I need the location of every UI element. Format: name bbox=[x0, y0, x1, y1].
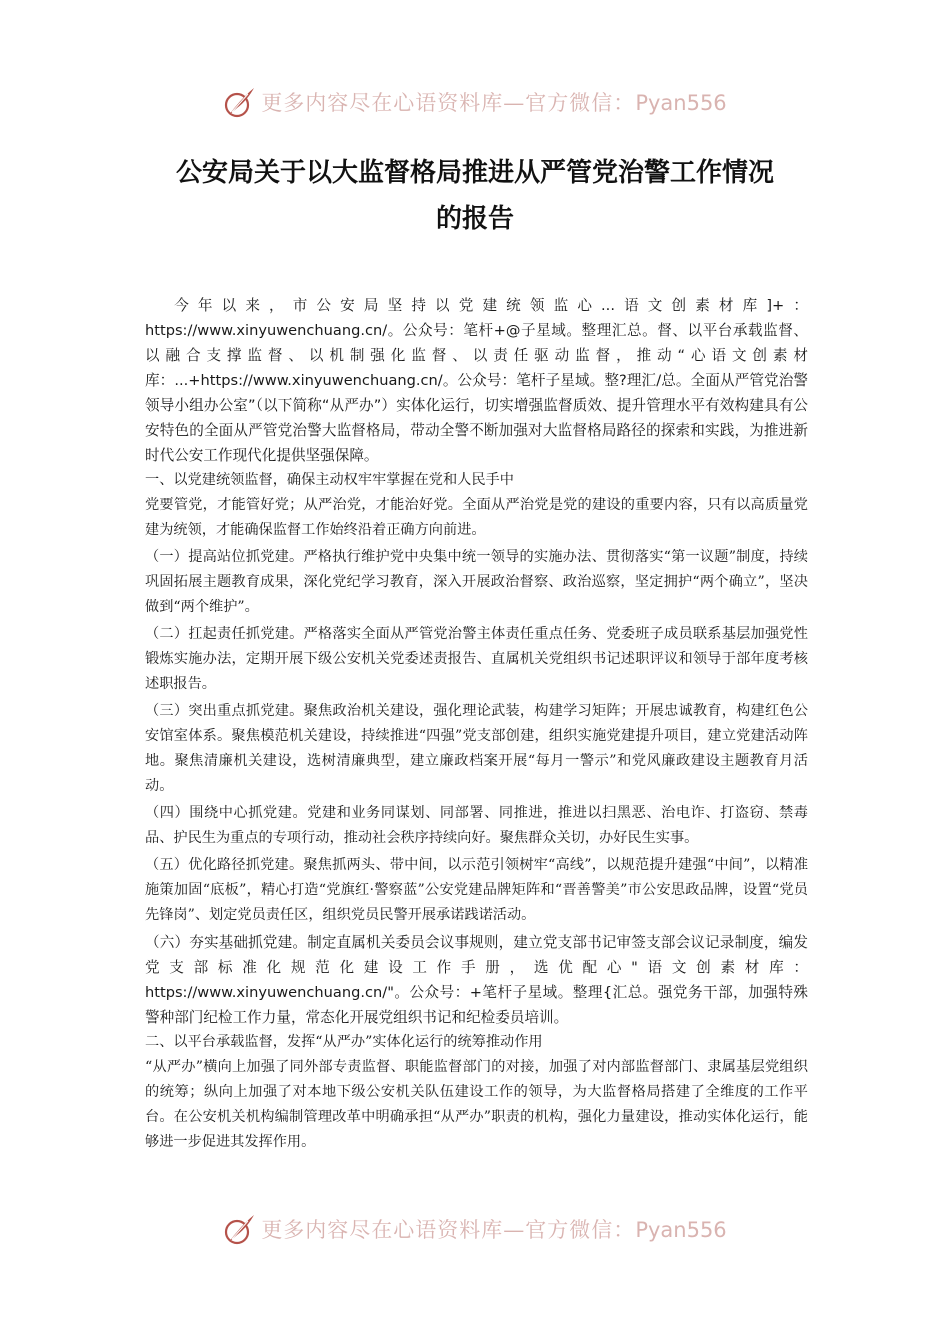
page-title bbox=[120, 150, 830, 242]
banner-text: 更多内容尽在心语资料库—官方微信：Pyan556 bbox=[261, 91, 727, 115]
title-line-2: 的报告 bbox=[435, 204, 514, 234]
wechat-id: Pyan556 bbox=[635, 1218, 727, 1242]
wechat-id: Pyan556 bbox=[635, 91, 727, 115]
sub-item-5: （五）优化路径抓党建。聚焦抓两头、带中间，以示范引领树牢“高线”，以规范提升建强“中间”，以精准施策加固“底板”，精心打造“党旗红·警察蓝”公安党建品牌矩阵和“晋善警美”市公安思政品牌，设置“党员先锋岗”、划定党员责任区，组织党员民警开展承诺践诺活动。 bbox=[145, 857, 809, 923]
title-line-1: 公安局关于以大监督格局推进从严管党治警工作情况 bbox=[175, 158, 774, 188]
body-paragraph: 党要管党，才能管好党；从严治党，才能治好党。全面从严治党是党的建设的重要内容，只有以高质量党建为统领，才能确保监督工作始终沿着正确方向前进。 bbox=[145, 497, 808, 538]
sub-item-3: （三）突出重点抓党建。聚焦政治机关建设，强化理论武装，构建学习矩阵；开展忠诚教育，构建红色公安馆室体系。聚焦模范机关建设，持续推进“四强”党支部创建，组织实施党建提升项目，建立党建活动阵地。聚焦清廉机关建设，选树清廉典型，建立廉政档案开展“每月一警示”和党风廉政建设主题教育月活动。 bbox=[145, 703, 808, 794]
banner-text: 更多内容尽在心语资料库—官方微信：Pyan556 bbox=[261, 1218, 727, 1242]
sub-item-2: （二）扛起责任抓党建。严格落实全面从严管党治警主体责任重点任务、党委班子成员联系基层加强党性锻炼实施办法，定期开展下级公安机关党委述责报告、直属机关党组织书记述职评议和领导于部年度考核述职报告。 bbox=[145, 626, 808, 692]
body-paragraph: “从严办”横向上加强了同外部专责监督、职能监督部门的对接，加强了对内部监督部门、隶属基层党组织的统筹；纵向上加强了对本地下级公安机关队伍建设工作的领导，为大监督格局搭建了全维度的工作平台。在公安机关机构编制管理改革中明确承担“从严办”职责的机构，强化力量建设，推动实体化运行，能够进一步促进其发挥作用。 bbox=[145, 1059, 808, 1150]
top-banner bbox=[0, 82, 950, 122]
section-heading-2: 二、以平台承载监督，发挥“从严办”实体化运行的统筹推动作用 bbox=[145, 1034, 543, 1050]
quill-logo-icon bbox=[223, 85, 257, 119]
section-heading-1: 一、以党建统领监督，确保主动权牢牢掌握在党和人民手中 bbox=[145, 472, 514, 488]
sub-item-1: （一）提高站位抓党建。严格执行维护党中央集中统一领导的实施办法、贯彻落实“第一议题”制度，持续巩固拓展主题教育成果，深化党纪学习教育，深入开展政治督察、政治巡察，坚定拥护“两个确立”，坚决做到“两个维护”。 bbox=[145, 549, 808, 615]
quill-logo-icon bbox=[223, 1212, 257, 1246]
sub-item-4: （四）围绕中心抓党建。党建和业务同谋划、同部署、同推进，推进以扫黑恶、治电诈、打盗窃、禁毒品、护民生为重点的专项行动，推动社会秩序持续向好。聚焦群众关切，办好民生实事。 bbox=[145, 805, 808, 846]
intro-paragraph: 今年以来，市公安局坚持以党建统领监心...语文创素材库]+：https://www.xinyuwenchuang.cn/。公众号：笔杆+@子星域。整理汇总。督、以平台承载监督、以融合支撑监督、以机制强化监督、以责任驱动监督，推动“心语文创素材库：...+https://www.xinyuwenchuang.cn/。公众号：笔杆子星域。整?理汇/总。全面从严管党治警领导小组办公室”（以下简称“从严办”）实体化运行，切实增强监督质效、提升管理水平有效构建具有公安特色的全面从严管党治警大监督格局，带动全警不断加强对大监督格局路径的探索和实践，为推进新时代公安工作现代化提供坚强保障。 bbox=[145, 297, 808, 464]
document-body bbox=[145, 293, 808, 1155]
sub-item-6: （六）夯实基础抓党建。制定直属机关委员会议事规则，建立党支部书记审签支部会议记录制度，编发党支部标准化规范化建设工作手册，选优配心"语文创素材库：https://www.xinyuwenchuang.cn/"。公众号：+笔杆子星域。整理{汇总。强党务干部，加强特殊警种部门纪检工作力量，常态化开展党组织书记和纪检委员培训。 bbox=[145, 934, 808, 1026]
bottom-banner bbox=[0, 1209, 950, 1249]
